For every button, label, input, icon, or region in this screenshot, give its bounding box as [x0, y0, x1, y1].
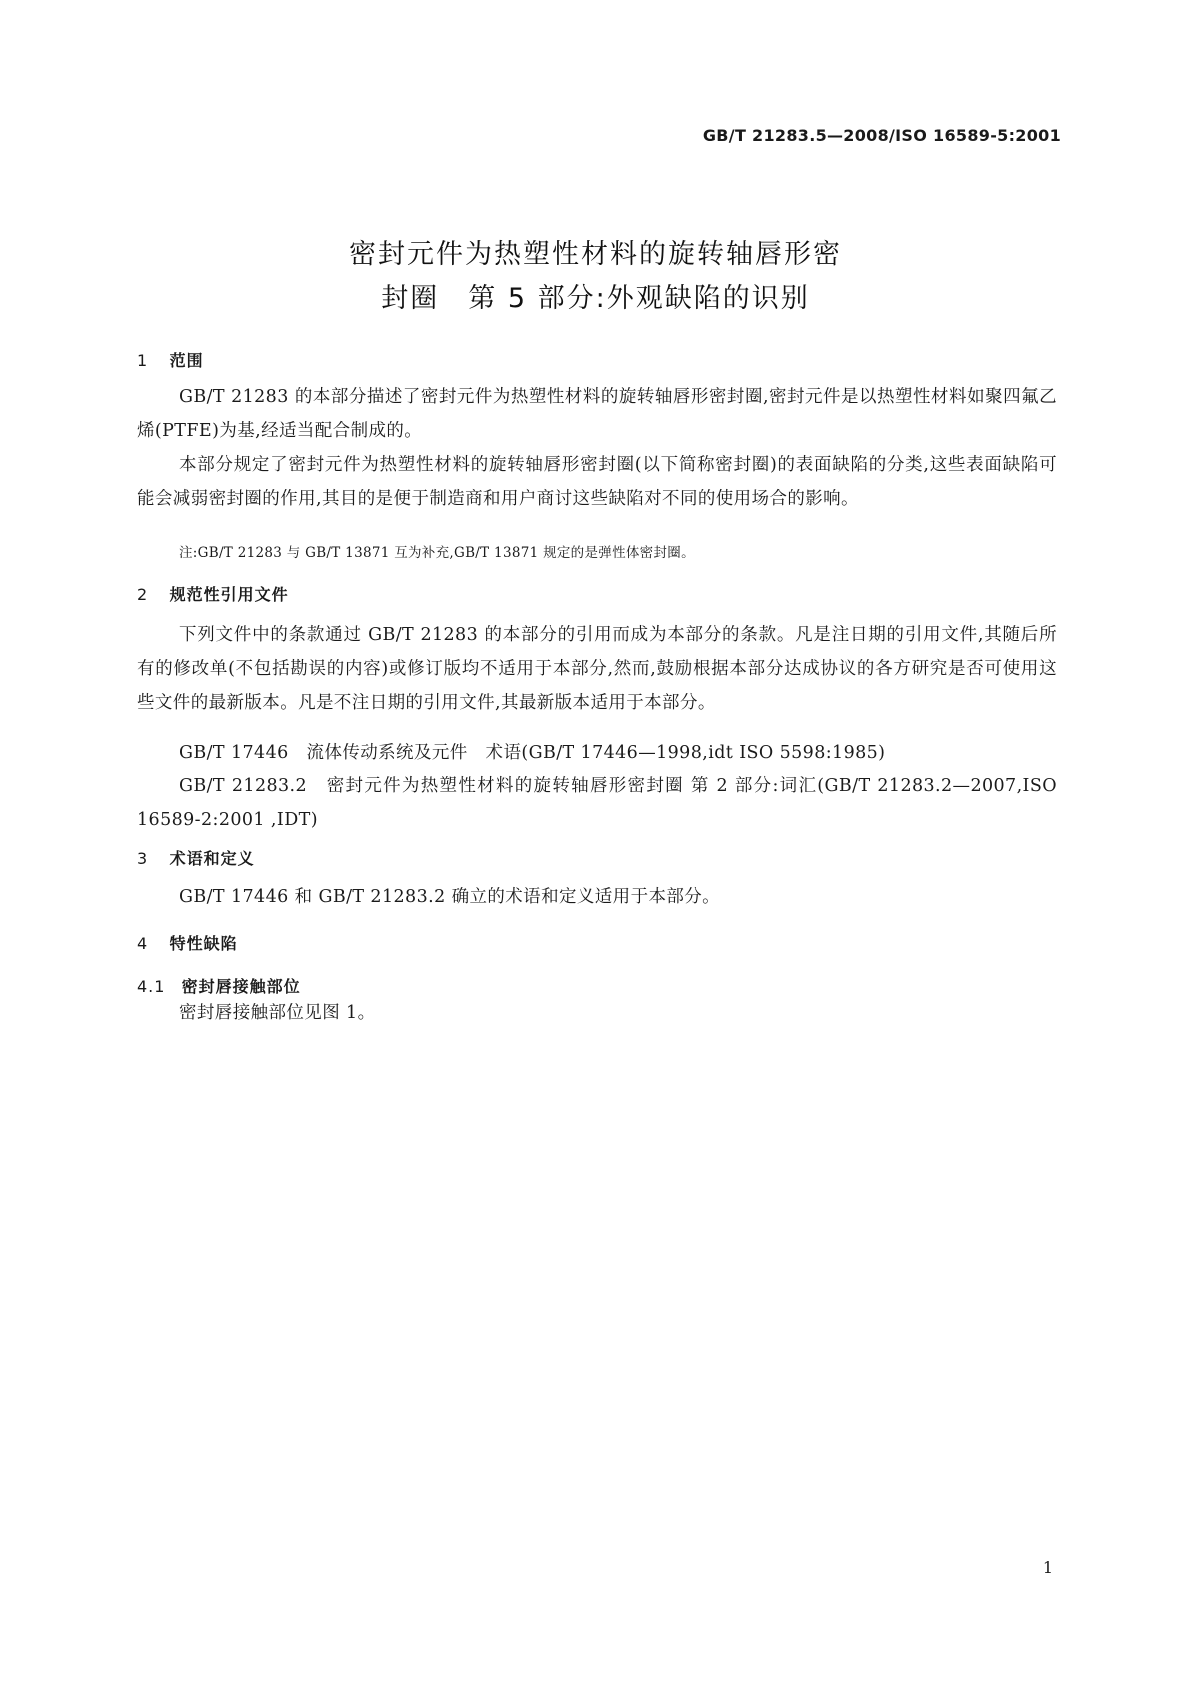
subsection-number: 4.1 [137, 977, 166, 996]
section-title: 特性缺陷 [169, 934, 238, 953]
section-4-heading [137, 931, 238, 954]
section-1-paragraph-1: GB/T 21283 的本部分描述了密封元件为热塑性材料的旋转轴唇形密封圈,密封元件是以热塑性材料如聚四氟乙烯(PTFE)为基,经适当配合制成的。 [137, 387, 1057, 441]
section-1-heading [137, 348, 204, 371]
section-1-note: 注:GB/T 21283 与 GB/T 13871 互为补充,GB/T 13871 规定的是弹性体密封圈。 [179, 545, 695, 561]
section-number: 2 [137, 585, 149, 604]
section-1-paragraph-2: 本部分规定了密封元件为热塑性材料的旋转轴唇形密封圈(以下简称密封圈)的表面缺陷的分类,这些表面缺陷可能会减弱密封圈的作用,其目的是便于制造商和用户商讨这些缺陷对不同的使用场合的影响。 [137, 455, 1057, 509]
section-number: 1 [137, 351, 149, 370]
reference-gbt-21283-2: GB/T 21283.2 密封元件为热塑性材料的旋转轴唇形密封圈 第 2 部分:词汇(GB/T 21283.2—2007,ISO 16589-2:2001 ,IDT) [137, 776, 1057, 830]
section-title: 规范性引用文件 [169, 585, 289, 604]
section-number: 4 [137, 934, 149, 953]
title-line-1: 密封元件为热塑性材料的旋转轴唇形密 [349, 239, 842, 270]
title-line-2: 封圈 第 5 部分:外观缺陷的识别 [381, 283, 810, 314]
subsection-4-1-paragraph: 密封唇接触部位见图 1。 [179, 1003, 376, 1023]
subsection-4-1-heading [137, 974, 301, 997]
subsection-title: 密封唇接触部位 [181, 977, 301, 996]
section-3-heading [137, 846, 255, 869]
page-number: 1 [1042, 1558, 1053, 1577]
section-3-paragraph-1: GB/T 17446 和 GB/T 21283.2 确立的术语和定义适用于本部分。 [179, 887, 721, 907]
section-2-paragraph-1: 下列文件中的条款通过 GB/T 21283 的本部分的引用而成为本部分的条款。凡是注日期的引用文件,其随后所有的修改单(不包括勘误的内容)或修订版均不适用于本部分,然而,鼓励根据本部分达成协议的各方研究是否可使用这些文件的最新版本。凡是不注日期的引用文件,其最新版本适用于本部分。 [137, 625, 1057, 713]
section-title: 术语和定义 [169, 849, 255, 868]
section-title: 范围 [169, 351, 204, 370]
section-number: 3 [137, 849, 149, 868]
section-2-heading [137, 582, 289, 605]
standard-code: GB/T 21283.5—2008/ISO 16589-5:2001 [702, 126, 1061, 145]
reference-gbt-17446: GB/T 17446 流体传动系统及元件 术语(GB/T 17446—1998,idt ISO 5598:1985) [179, 743, 886, 763]
